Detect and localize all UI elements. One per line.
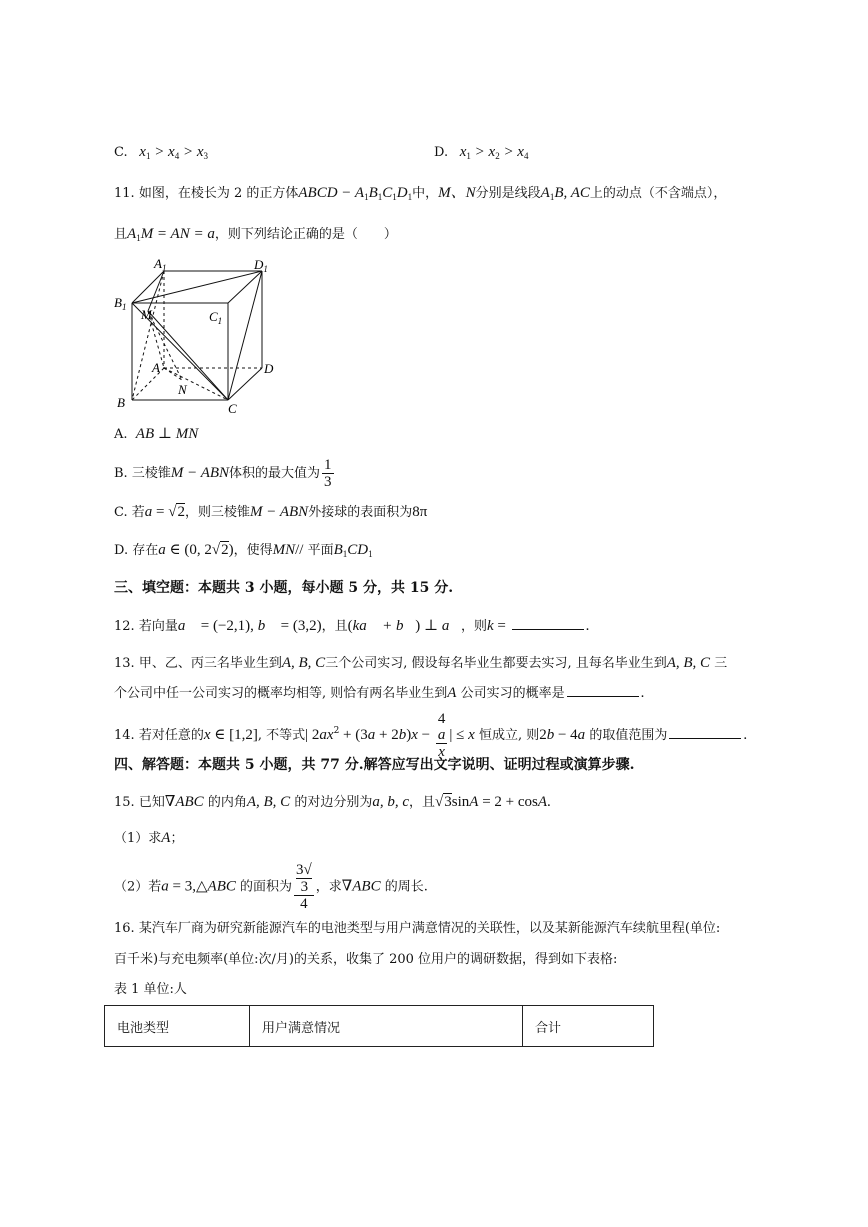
q15-part1: （1）求A； bbox=[114, 830, 184, 846]
q16-table-caption: 表 1 单位:人 bbox=[114, 982, 187, 997]
q13-line1: 13. 甲、乙、丙三名毕业生到A, B, C三个公司实习, 假设每名毕业生都要去实习, 且每名毕业生到A, B, C 三 bbox=[114, 655, 728, 671]
label-b: B bbox=[117, 395, 125, 410]
q12-answer-blank bbox=[512, 616, 584, 630]
table-header-cell: 用户满意情况 bbox=[250, 1006, 523, 1047]
q10-option-c: C. $x_1 > x_4 > x_3$ bbox=[114, 144, 208, 161]
q10-option-d: D. $x_1 > x_2 > x_4$ bbox=[434, 144, 529, 161]
q16-line1: 16. 某汽车厂商为研究新能源汽车的电池类型与用户满意情况的关联性，以及某新能源汽车续航里程(单位: bbox=[114, 921, 721, 936]
q11-option-b: B. 三棱锥M − ABN体积的最大值为 $\frac{1}{3}$ bbox=[114, 457, 332, 490]
label-d: D bbox=[264, 361, 274, 376]
q11-option-a: A. AB ⊥ MN bbox=[114, 426, 199, 442]
q16-table bbox=[104, 1005, 654, 1047]
q15-stem: 15. 已知∇ABC 的内角A, B, C 的对边分别为a, b, c，且√3sinA = 2 + cosA. bbox=[114, 794, 551, 810]
label-a: A bbox=[152, 360, 160, 375]
q15-part2: （2）若a = 3,△ABC 的面积为 3√ 3 4 ，求∇ABC 的周长. bbox=[114, 862, 428, 912]
label-d1: $D_1$ bbox=[254, 257, 268, 274]
q13-answer-blank bbox=[567, 683, 639, 697]
table-row bbox=[105, 1006, 654, 1047]
label-c: C bbox=[228, 401, 237, 416]
label-a1: $A_1$ bbox=[154, 256, 167, 273]
label-n: N bbox=[178, 382, 187, 397]
q11-stem-line2: 且$A_1M$ = AN = a，则下列结论正确的是（ ） bbox=[114, 226, 397, 243]
q11-option-c: C. 若a = √2，则三棱锥M − ABN外接球的表面积为8π bbox=[114, 504, 428, 520]
table-header-cell: 合计 bbox=[523, 1006, 654, 1047]
section-3-heading: 三、填空题：本题共 3 小题，每小题 5 分，共 15 分. bbox=[114, 580, 454, 596]
q16-line2: 百千米)与充电频率(单位:次/月)的关系，收集了 200 位用户的调研数据，得到如下表格: bbox=[114, 952, 618, 967]
label-b1: $B_1$ bbox=[114, 295, 127, 312]
q14: 14. 若对任意的x ∈ [1,2], 不等式| $2ax^2 + (3a + 2b)x$ − 4 a x | ≤ x 恒成立, 则2b − 4a 的取值范围为 . bbox=[114, 711, 748, 760]
q14-answer-blank bbox=[669, 725, 741, 739]
q11-stem-line1: 11. 如图，在棱长为 2 的正方体ABCD − $A_1B_1C_1D_1$中，M、N分别是线段$A_1B$, AC上的动点（不含端点）， bbox=[114, 185, 727, 202]
q11-option-d: D. 存在a ∈ (0, 2√2)，使得MN// 平面$B_1CD_1$ bbox=[114, 542, 373, 559]
cube-figure bbox=[112, 255, 282, 420]
q12: 12. 若向量a⃗ = (−2,1), b⃗ = (3,2)，且(ka⃗ + b⃗) ⊥ a⃗，则k = . bbox=[114, 618, 590, 634]
label-m: M bbox=[141, 307, 152, 322]
table-header-cell: 电池类型 bbox=[105, 1006, 250, 1047]
q13-line2: 个公司中任一公司实习的概率均相等, 则恰有两名毕业生到A 公司实习的概率是 . bbox=[114, 685, 645, 701]
label-c1: $C_1$ bbox=[209, 309, 223, 326]
section-4-heading: 四、解答题：本题共 5 小题，共 77 分.解答应写出文字说明、证明过程或演算步骤. bbox=[114, 757, 635, 773]
